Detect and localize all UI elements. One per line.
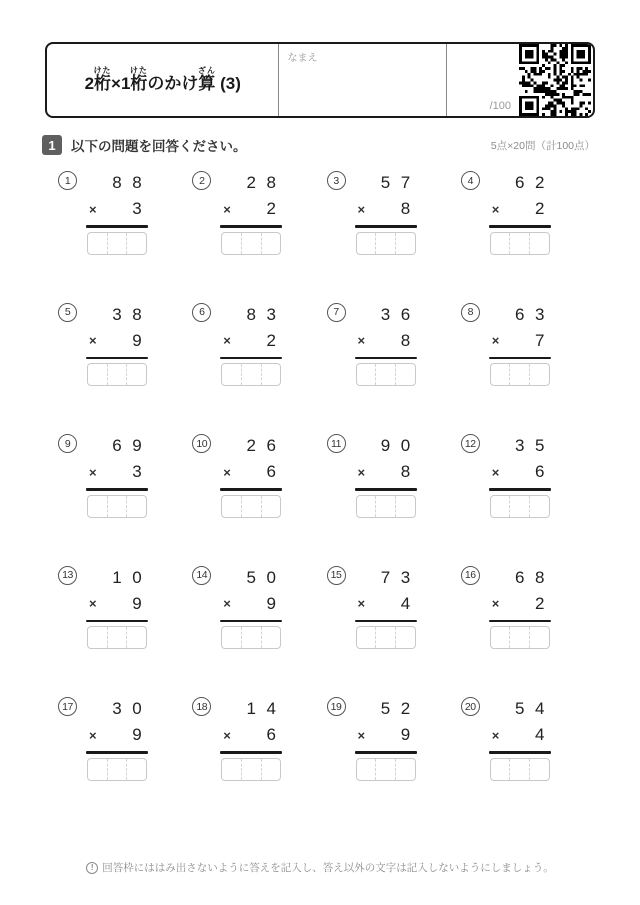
answer-cell-tens[interactable] (375, 364, 395, 385)
problem-number: 17 (58, 697, 77, 716)
equals-line (489, 225, 551, 228)
multiplier-digit: 6 (535, 462, 545, 481)
answer-cell-ones[interactable] (395, 759, 415, 780)
answer-cell-ones[interactable] (529, 759, 549, 780)
problem-number: 18 (192, 697, 211, 716)
answer-cell-hundreds[interactable] (88, 759, 107, 780)
problem-work-area (490, 302, 550, 387)
answer-box[interactable] (490, 626, 550, 649)
ones-digit: 8 (535, 567, 545, 587)
problem (192, 433, 326, 518)
problem-work-area (87, 170, 147, 255)
multiplier-row (221, 591, 281, 617)
tens-digit: 1 (246, 699, 256, 718)
problem (461, 170, 595, 255)
name-field[interactable] (279, 44, 447, 116)
problem-work-area (221, 170, 281, 255)
problem (461, 565, 595, 650)
problem-number: 11 (327, 434, 346, 453)
multiplicand-row (221, 565, 281, 591)
equals-line (355, 357, 417, 360)
ones-digit: 0 (266, 567, 276, 587)
problem-work-area (356, 433, 416, 518)
equals-line (220, 488, 282, 491)
answer-cell-ones[interactable] (395, 233, 415, 254)
multiply-sign-icon: × (357, 333, 366, 348)
title-cell (47, 44, 279, 116)
tens-digit: 5 (515, 699, 525, 718)
answer-cell-ones[interactable] (529, 627, 549, 648)
answer-cell-hundreds[interactable] (222, 759, 241, 780)
multiplicand-row (221, 696, 281, 722)
answer-cell-tens[interactable] (375, 759, 395, 780)
tens-digit: 9 (380, 436, 391, 455)
equals-line (355, 620, 417, 623)
equals-line (220, 225, 282, 228)
multiplier-row (356, 328, 416, 354)
multiplier-row (356, 459, 416, 485)
problem (192, 696, 326, 781)
answer-cell-hundreds[interactable] (491, 233, 510, 254)
answer-cell-hundreds[interactable] (491, 627, 510, 648)
multiplier-digit: 2 (266, 330, 276, 350)
answer-cell-ones[interactable] (126, 233, 146, 254)
problem (327, 302, 461, 387)
tens-digit: 3 (112, 304, 122, 324)
ones-digit: 0 (132, 567, 142, 587)
tens-digit: 6 (515, 567, 525, 587)
ones-digit: 4 (266, 699, 276, 718)
multiplicand-row (87, 696, 147, 722)
multiply-sign-icon: × (89, 464, 97, 480)
answer-cell-ones[interactable] (261, 233, 281, 254)
ones-digit: 2 (400, 699, 411, 718)
multiplier-digit: 4 (535, 725, 545, 744)
tens-digit: 2 (246, 436, 256, 455)
problem-number: 10 (192, 434, 211, 453)
equals-line (220, 751, 282, 754)
equals-line (86, 225, 148, 228)
problem (327, 565, 461, 650)
multiplicand-row (490, 433, 550, 459)
multiplier-digit: 6 (266, 462, 276, 481)
tens-digit: 1 (112, 567, 122, 587)
multiplier-digit: 9 (132, 725, 142, 744)
instruction-text: 以下の問題を回答ください。 (71, 139, 247, 154)
multiplier-row (490, 196, 550, 222)
problem-number: 13 (58, 566, 77, 585)
answer-box[interactable] (221, 495, 281, 518)
answer-cell-hundreds[interactable] (88, 364, 107, 385)
multiply-sign-icon: × (357, 464, 366, 480)
ones-digit: 7 (400, 173, 411, 192)
ones-digit: 6 (266, 436, 276, 455)
multiplier-digit: 3 (132, 462, 142, 481)
footer-note-row (0, 860, 640, 875)
multiply-sign-icon: × (491, 201, 500, 217)
answer-cell-ones[interactable] (529, 496, 549, 517)
multiplicand-row (87, 170, 147, 196)
problem-number: 2 (192, 171, 211, 190)
problem (327, 433, 461, 518)
answer-cell-tens[interactable] (241, 759, 261, 780)
tens-digit: 5 (246, 567, 256, 587)
multiplier-digit: 8 (400, 330, 411, 350)
multiplicand-row (490, 565, 550, 591)
equals-line (489, 751, 551, 754)
answer-box[interactable] (356, 626, 416, 649)
problem-number: 20 (461, 697, 480, 716)
ones-digit: 2 (535, 173, 545, 192)
tens-digit: 8 (112, 173, 122, 192)
problem (327, 696, 461, 781)
multiplier-digit: 3 (132, 199, 142, 218)
ones-digit: 8 (132, 304, 142, 324)
multiply-sign-icon: × (491, 333, 500, 348)
multiplicand-row (87, 565, 147, 591)
multiply-sign-icon: × (89, 727, 97, 743)
multiplier-digit: 8 (400, 462, 411, 481)
answer-cell-hundreds[interactable] (222, 496, 241, 517)
multiplicand-row (221, 170, 281, 196)
answer-cell-tens[interactable] (107, 496, 127, 517)
multiplier-digit: 2 (535, 593, 545, 613)
tens-digit: 8 (246, 304, 256, 324)
ones-digit: 6 (400, 304, 411, 324)
multiplier-digit: 9 (132, 330, 142, 350)
problem-number: 1 (58, 171, 77, 190)
multiply-sign-icon: × (223, 201, 231, 217)
answer-cell-tens[interactable] (241, 627, 261, 648)
info-icon: ! (86, 862, 98, 874)
answer-cell-hundreds[interactable] (491, 759, 510, 780)
answer-cell-tens[interactable] (509, 627, 529, 648)
problems-grid (58, 170, 595, 781)
problem (327, 170, 461, 255)
multiplier-digit: 8 (400, 199, 411, 218)
answer-cell-hundreds[interactable] (222, 364, 241, 385)
equals-line (220, 357, 282, 360)
equals-line (86, 357, 148, 360)
answer-cell-tens[interactable] (107, 627, 127, 648)
multiply-sign-icon: × (89, 596, 97, 611)
equals-line (355, 225, 417, 228)
multiplier-row (87, 459, 147, 485)
problem-number: 7 (327, 303, 346, 322)
multiplier-digit: 6 (266, 725, 276, 744)
problem-work-area (490, 565, 550, 650)
multiplier-digit: 7 (535, 330, 545, 350)
equals-line (220, 620, 282, 623)
multiplier-row (221, 328, 281, 354)
problem-number: 9 (58, 434, 77, 453)
problem-number: 6 (192, 303, 211, 322)
answer-box[interactable] (356, 758, 416, 781)
problem-work-area (356, 170, 416, 255)
answer-cell-ones[interactable] (261, 364, 281, 385)
problem (192, 565, 326, 650)
problem (461, 433, 595, 518)
score-field[interactable] (447, 44, 517, 116)
equals-line (489, 620, 551, 623)
problem (461, 302, 595, 387)
answer-cell-tens[interactable] (241, 364, 261, 385)
ones-digit: 8 (132, 173, 142, 192)
multiplicand-row (221, 302, 281, 328)
answer-box[interactable] (87, 495, 147, 518)
problem-work-area (356, 696, 416, 781)
multiplier-digit: 9 (400, 725, 411, 744)
instruction-row (42, 135, 595, 155)
multiplier-row (356, 196, 416, 222)
name-label: なまえ (287, 53, 318, 64)
problem-number: 15 (327, 566, 346, 585)
problem-work-area (356, 302, 416, 387)
multiplier-row (356, 722, 416, 748)
ones-digit: 3 (400, 567, 411, 587)
answer-cell-ones[interactable] (395, 496, 415, 517)
answer-cell-tens[interactable] (375, 233, 395, 254)
answer-cell-ones[interactable] (529, 364, 549, 385)
multiplier-row (490, 722, 550, 748)
answer-cell-ones[interactable] (529, 233, 549, 254)
multiplier-row (87, 196, 147, 222)
answer-box[interactable] (221, 758, 281, 781)
problem-work-area (87, 433, 147, 518)
equals-line (355, 488, 417, 491)
multiplicand-row (87, 433, 147, 459)
answer-cell-ones[interactable] (126, 759, 146, 780)
answer-cell-ones[interactable] (126, 364, 146, 385)
score-label: /100 (489, 100, 511, 112)
problem-work-area (221, 433, 281, 518)
answer-cell-hundreds[interactable] (88, 233, 107, 254)
tens-digit: 3 (380, 304, 391, 324)
multiply-sign-icon: × (357, 596, 366, 611)
multiplier-row (490, 328, 550, 354)
answer-box[interactable] (490, 232, 550, 255)
multiplier-digit: 2 (535, 199, 545, 218)
answer-cell-hundreds[interactable] (222, 627, 241, 648)
problem-work-area (356, 565, 416, 650)
answer-cell-tens[interactable] (241, 496, 261, 517)
problem-work-area (490, 170, 550, 255)
answer-cell-hundreds[interactable] (491, 364, 510, 385)
problem-number: 5 (58, 303, 77, 322)
equals-line (355, 751, 417, 754)
tens-digit: 3 (515, 436, 525, 455)
problem-work-area (221, 302, 281, 387)
ones-digit: 8 (266, 173, 276, 192)
answer-cell-ones[interactable] (261, 496, 281, 517)
answer-cell-hundreds[interactable] (357, 364, 376, 385)
multiplier-row (356, 591, 416, 617)
tens-digit: 6 (515, 173, 525, 192)
multiplier-row (87, 722, 147, 748)
equals-line (86, 488, 148, 491)
answer-cell-ones[interactable] (261, 627, 281, 648)
multiplicand-row (356, 170, 416, 196)
multiply-sign-icon: × (491, 596, 500, 611)
multiply-sign-icon: × (357, 727, 366, 743)
problem (58, 170, 192, 255)
tens-digit: 5 (380, 173, 391, 192)
answer-box[interactable] (490, 758, 550, 781)
problem (192, 170, 326, 255)
multiplicand-row (490, 302, 550, 328)
answer-cell-hundreds[interactable] (357, 496, 376, 517)
answer-cell-ones[interactable] (395, 627, 415, 648)
answer-cell-tens[interactable] (241, 233, 261, 254)
answer-cell-ones[interactable] (261, 759, 281, 780)
problem-work-area (87, 302, 147, 387)
answer-box[interactable] (221, 626, 281, 649)
answer-box[interactable] (221, 232, 281, 255)
problem-work-area (490, 433, 550, 518)
problem-number: 16 (461, 566, 480, 585)
multiplicand-row (356, 433, 416, 459)
multiplicand-row (356, 302, 416, 328)
multiply-sign-icon: × (89, 333, 97, 348)
multiplicand-row (87, 302, 147, 328)
answer-cell-ones[interactable] (395, 364, 415, 385)
problem-number: 12 (461, 434, 480, 453)
multiply-sign-icon: × (223, 333, 231, 348)
answer-cell-tens[interactable] (509, 496, 529, 517)
problem-work-area (221, 696, 281, 781)
multiply-sign-icon: × (491, 464, 500, 480)
multiplier-digit: 2 (266, 199, 276, 218)
multiplier-row (490, 591, 550, 617)
multiplier-row (87, 591, 147, 617)
qr-code-icon (519, 44, 591, 116)
footer-note-text: 回答枠にははみ出さないように答えを記入し、答え以外の文字は記入しないようにしましょう。 (102, 862, 554, 874)
multiply-sign-icon: × (223, 727, 231, 743)
answer-cell-ones[interactable] (126, 627, 146, 648)
ones-digit: 0 (132, 699, 142, 718)
tens-digit: 5 (380, 699, 391, 718)
answer-cell-tens[interactable] (509, 233, 529, 254)
problem-number: 14 (192, 566, 211, 585)
tens-digit: 3 (112, 699, 122, 718)
answer-cell-hundreds[interactable] (88, 496, 107, 517)
problem-work-area (87, 696, 147, 781)
problem (58, 433, 192, 518)
tens-digit: 2 (246, 173, 256, 192)
multiply-sign-icon: × (357, 201, 366, 217)
tens-digit: 6 (515, 304, 525, 324)
problem (58, 696, 192, 781)
header-box (45, 42, 595, 118)
multiplicand-row (221, 433, 281, 459)
multiplier-digit: 9 (132, 593, 142, 613)
answer-cell-hundreds[interactable] (357, 233, 376, 254)
ones-digit: 5 (535, 436, 545, 455)
answer-cell-ones[interactable] (126, 496, 146, 517)
multiplier-row (221, 196, 281, 222)
ones-digit: 3 (535, 304, 545, 324)
answer-cell-hundreds[interactable] (88, 627, 107, 648)
problem-number: 8 (461, 303, 480, 322)
multiplier-row (87, 328, 147, 354)
answer-box[interactable] (490, 363, 550, 386)
qr-cell (517, 44, 593, 116)
problem (58, 565, 192, 650)
equals-line (489, 357, 551, 360)
answer-box[interactable] (87, 363, 147, 386)
multiplicand-row (356, 696, 416, 722)
page-title: 2桁けた×1桁けたのかけ算ざん (3) (84, 66, 241, 94)
equals-line (489, 488, 551, 491)
answer-cell-hundreds[interactable] (357, 759, 376, 780)
ones-digit: 3 (266, 304, 276, 324)
ones-digit: 0 (400, 436, 411, 455)
multiply-sign-icon: × (223, 464, 231, 480)
answer-box[interactable] (87, 626, 147, 649)
equals-line (86, 751, 148, 754)
problem (192, 302, 326, 387)
problem-number: 19 (327, 697, 346, 716)
multiply-sign-icon: × (491, 727, 500, 743)
points-note: 5点×20問（計100点） (490, 139, 595, 152)
answer-box[interactable] (356, 363, 416, 386)
ones-digit: 9 (132, 436, 142, 455)
answer-cell-tens[interactable] (375, 627, 395, 648)
answer-cell-tens[interactable] (509, 364, 529, 385)
answer-cell-tens[interactable] (509, 759, 529, 780)
answer-box[interactable] (87, 758, 147, 781)
problem-number: 3 (327, 171, 346, 190)
answer-cell-hundreds[interactable] (357, 627, 376, 648)
problem-number: 4 (461, 171, 480, 190)
answer-box[interactable] (490, 495, 550, 518)
problem (461, 696, 595, 781)
equals-line (86, 620, 148, 623)
answer-cell-tens[interactable] (107, 233, 127, 254)
multiplier-row (490, 459, 550, 485)
answer-cell-hundreds[interactable] (222, 233, 241, 254)
multiplicand-row (490, 170, 550, 196)
answer-box[interactable] (87, 232, 147, 255)
multiplier-digit: 9 (266, 593, 276, 613)
multiplier-row (221, 722, 281, 748)
multiplicand-row (490, 696, 550, 722)
multiplier-row (221, 459, 281, 485)
problem-work-area (221, 565, 281, 650)
answer-box[interactable] (356, 495, 416, 518)
problem (58, 302, 192, 387)
ones-digit: 4 (535, 699, 545, 718)
problem-work-area (490, 696, 550, 781)
answer-cell-tens[interactable] (107, 364, 127, 385)
answer-cell-hundreds[interactable] (491, 496, 510, 517)
answer-cell-tens[interactable] (375, 496, 395, 517)
tens-digit: 6 (112, 436, 122, 455)
multiply-sign-icon: × (89, 201, 97, 217)
section-number-badge: 1 (42, 135, 62, 155)
multiply-sign-icon: × (223, 596, 231, 611)
problem-work-area (87, 565, 147, 650)
multiplier-digit: 4 (400, 593, 411, 613)
answer-cell-tens[interactable] (107, 759, 127, 780)
answer-box[interactable] (221, 363, 281, 386)
multiplicand-row (356, 565, 416, 591)
tens-digit: 7 (380, 567, 391, 587)
answer-box[interactable] (356, 232, 416, 255)
